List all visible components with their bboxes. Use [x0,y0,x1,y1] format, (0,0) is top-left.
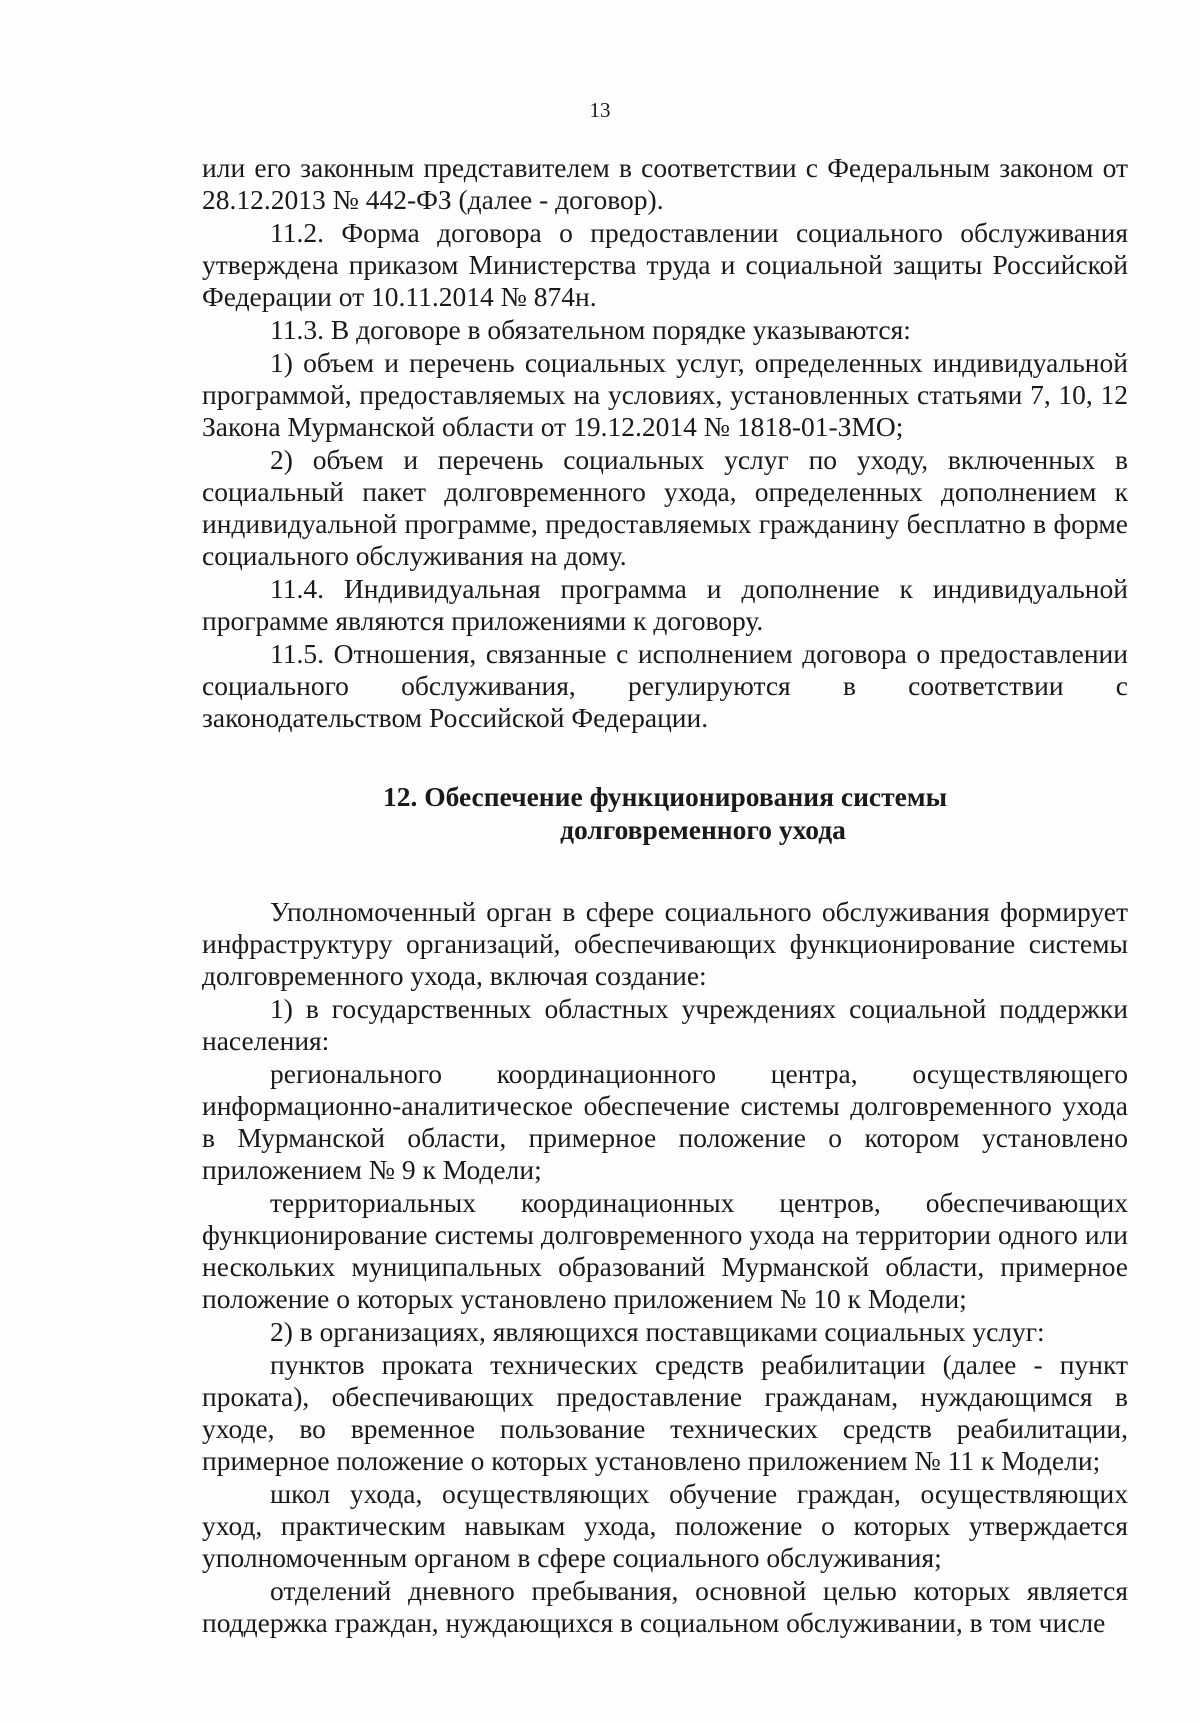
paragraph-12-intro: Уполномоченный орган в сфере социального обслуживания формирует инфраструктуру организаций, обеспечивающих функционирование системы долговременного ухода, включая создание: [202,896,1128,991]
paragraph-11-2: 11.2. Форма договора о предоставлении социального обслуживания утверждена приказом Министерства труда и социальной защиты Российской Федерации от 10.11.2014 № 874н. [202,217,1128,312]
paragraph-12-item-1: 1) в государственных областных учреждениях социальной поддержки населения: [202,993,1128,1056]
section-heading [202,780,1128,846]
paragraph-12-regional-center: регионального координационного центра, осуществляющего информационно-аналитическое обеспечение системы долговременного ухода в Мурманской области, примерное положение о котором установлено приложением № 9 к Модели; [202,1058,1128,1185]
paragraph-12-care-schools: школ ухода, осуществляющих обучение граждан, осуществляющих уход, практическим навыкам ухода, положение о которых утверждается уполномоченным органом в сфере социального обслуживания; [202,1478,1128,1573]
document-body [202,152,1128,1640]
section-heading-line-1: 12. Обеспечение функционирования системы [382,781,948,812]
paragraph-11-5: 11.5. Отношения, связанные с исполнением договора о предоставлении социального обслуживания, регулируются в соответствии с законодательством Российской Федерации. [202,638,1128,733]
page-number: 13 [589,98,611,122]
paragraph-12-item-2: 2) в организациях, являющихся поставщиками социальных услуг: [270,1316,1045,1347]
paragraph-11-3-item-2: 2) объем и перечень социальных услуг по уходу, включенных в социальный пакет долговременного ухода, определенных дополнением к индивидуальной программе, предоставляемых гражданину бесплатно в форме социального обслуживания на дому. [202,444,1128,571]
section-heading-line-2: долговременного ухода [560,814,846,845]
paragraph-11-4: 11.4. Индивидуальная программа и дополнение к индивидуальной программе являются приложениями к договору. [202,573,1128,636]
paragraph-continuation: или его законным представителем в соответствии с Федеральным законом от 28.12.2013 № 442-ФЗ (далее - договор). [202,152,1128,215]
paragraph-12-rental-points: пунктов проката технических средств реабилитации (далее - пункт проката), обеспечивающих предоставление гражданам, нуждающимся в уходе, во временное пользование технических средств реабилитации, примерное положение о которых установлено приложением № 11 к Модели; [202,1349,1128,1476]
paragraph-11-3: 11.3. В договоре в обязательном порядке указываются: [270,314,911,345]
paragraph-11-3-item-1: 1) объем и перечень социальных услуг, определенных индивидуальной программой, предоставляемых на условиях, установленных статьями 7, 10, 12 Закона Мурманской области от 19.12.2014 № 1818-01-ЗМО; [202,347,1128,442]
paragraph-12-day-care: отделений дневного пребывания, основной целью которых является поддержка граждан, нуждающихся в социальном обслуживании, в том числе [202,1575,1128,1638]
paragraph-12-territorial-centers: территориальных координационных центров, обеспечивающих функционирование системы долговременного ухода на территории одного или нескольких муниципальных образований Мурманской области, примерное положение о которых установлено приложением № 10 к Модели; [202,1187,1128,1314]
